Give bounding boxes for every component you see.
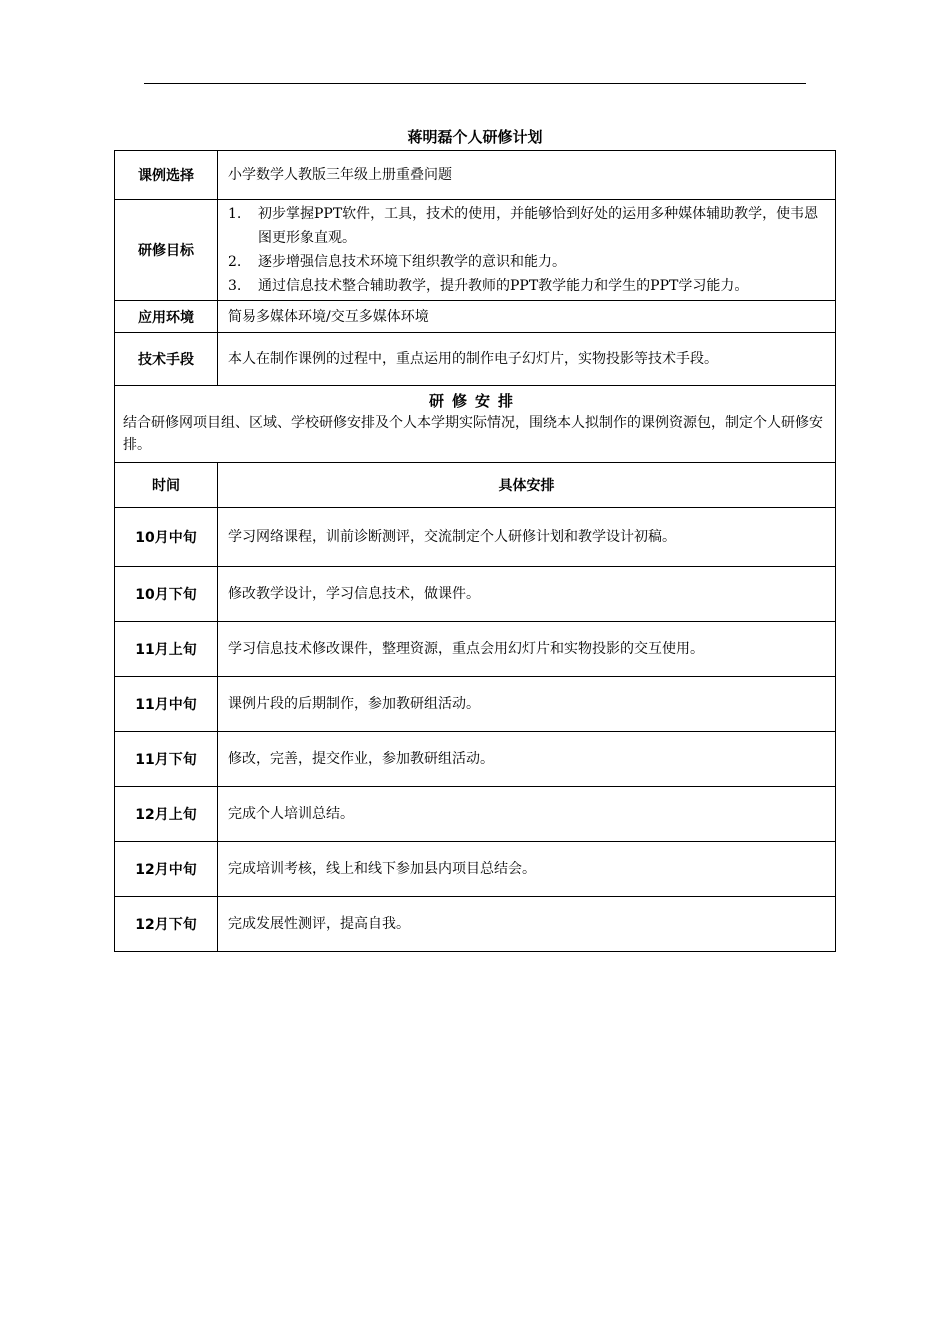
- schedule-plan: 修改，完善，提交作业，参加教研组活动。: [218, 732, 836, 787]
- schedule-row: [115, 508, 836, 567]
- case-label: 课例选择: [115, 151, 218, 200]
- schedule-title: 研修安排: [428, 392, 521, 410]
- header-rule: [144, 83, 806, 84]
- schedule-row: [115, 567, 836, 622]
- schedule-row: [115, 787, 836, 842]
- goals-list: [228, 202, 829, 298]
- environment-label: 应用环境: [115, 301, 218, 333]
- schedule-plan: 学习信息技术修改课件，整理资源，重点会用幻灯片和实物投影的交互使用。: [218, 622, 836, 677]
- schedule-plan: 课例片段的后期制作，参加教研组活动。: [218, 677, 836, 732]
- schedule-plan: 完成培训考核，线上和线下参加县内项目总结会。: [218, 842, 836, 897]
- row-schedule-header: [115, 386, 836, 463]
- technique-label: 技术手段: [115, 333, 218, 386]
- goal-item: 3. 通过信息技术整合辅助教学，提升教师的PPT教学能力和学生的PPT学习能力。: [228, 278, 749, 294]
- schedule-time: 10月中旬: [115, 508, 218, 567]
- schedule-time: 12月上旬: [115, 787, 218, 842]
- schedule-time: 12月下旬: [115, 897, 218, 952]
- schedule-header: [115, 386, 836, 463]
- schedule-plan: 完成发展性测评，提高自我。: [218, 897, 836, 952]
- time-column-header: 时间: [115, 463, 218, 508]
- document-title: 蒋明磊个人研修计划: [407, 128, 543, 146]
- schedule-time: 11月中旬: [115, 677, 218, 732]
- schedule-time: 11月下旬: [115, 732, 218, 787]
- goals-content: [218, 200, 836, 301]
- environment-value: 简易多媒体环境/交互多媒体环境: [218, 301, 836, 333]
- schedule-row: [115, 622, 836, 677]
- row-goals: [115, 200, 836, 301]
- schedule-row: [115, 897, 836, 952]
- row-case: [115, 151, 836, 200]
- goal-item: 1. 初步掌握PPT软件，工具，技术的使用，并能够恰到好处的运用多种媒体辅助教学，使韦恩图更形象直观。: [228, 206, 819, 246]
- plan-column-header: 具体安排: [218, 463, 836, 508]
- schedule-plan: 学习网络课程，训前诊断测评，交流制定个人研修计划和教学设计初稿。: [218, 508, 836, 567]
- schedule-intro: 结合研修网项目组、区域、学校研修安排及个人本学期实际情况，围绕本人拟制作的课例资源包，制定个人研修安排。: [123, 415, 823, 453]
- schedule-row: [115, 677, 836, 732]
- row-column-headers: [115, 463, 836, 508]
- schedule-time: 10月下旬: [115, 567, 218, 622]
- goals-label: 研修目标: [115, 200, 218, 301]
- row-technique: [115, 333, 836, 386]
- schedule-time: 11月上旬: [115, 622, 218, 677]
- schedule-row: [115, 842, 836, 897]
- case-value: 小学数学人教版三年级上册重叠问题: [218, 151, 836, 200]
- schedule-row: [115, 732, 836, 787]
- schedule-time: 12月中旬: [115, 842, 218, 897]
- schedule-plan: 修改教学设计，学习信息技术，做课件。: [218, 567, 836, 622]
- technique-value: 本人在制作课例的过程中，重点运用的制作电子幻灯片，实物投影等技术手段。: [218, 333, 836, 386]
- goal-item: 2. 逐步增强信息技术环境下组织教学的意识和能力。: [228, 254, 566, 270]
- research-plan-table: [114, 150, 836, 952]
- schedule-plan: 完成个人培训总结。: [218, 787, 836, 842]
- row-environment: [115, 301, 836, 333]
